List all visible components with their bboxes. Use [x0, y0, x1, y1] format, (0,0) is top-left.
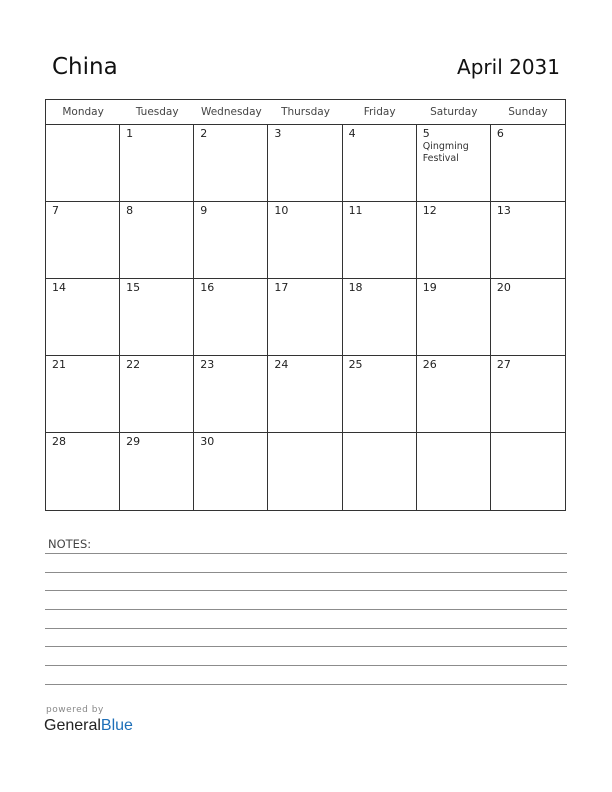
weekday-monday: Monday: [62, 106, 104, 118]
month-year-title: April 2031: [457, 55, 560, 79]
day-number: 5: [422, 127, 430, 140]
brand-general: General: [44, 717, 101, 734]
day-cell[interactable]: [343, 125, 417, 202]
day-cell[interactable]: [491, 279, 565, 356]
calendar-grid: [45, 99, 566, 511]
day-cell[interactable]: [491, 433, 565, 510]
day-number: 24: [274, 358, 289, 371]
calendar-body: [46, 125, 565, 510]
day-number: 10: [274, 204, 289, 217]
day-number: 1: [126, 127, 134, 140]
brand-blue: Blue: [100, 717, 133, 734]
day-cell[interactable]: [120, 279, 194, 356]
day-number: 18: [348, 281, 363, 294]
day-number: 17: [274, 281, 289, 294]
day-number: 21: [52, 358, 66, 371]
day-cell[interactable]: [46, 356, 120, 433]
day-number: 6: [496, 127, 504, 140]
notes-line: [45, 646, 567, 647]
notes-label: NOTES:: [48, 537, 92, 551]
weekday-sunday: Sunday: [508, 106, 548, 118]
day-cell[interactable]: [46, 279, 120, 356]
day-number: 28: [52, 435, 66, 448]
day-cell[interactable]: [46, 125, 120, 202]
day-number: 16: [200, 281, 215, 294]
day-number: 3: [274, 127, 282, 140]
day-number: 13: [496, 204, 511, 217]
day-cell[interactable]: [417, 279, 491, 356]
powered-by-text: powered by: [46, 705, 104, 715]
day-number: 26: [422, 358, 437, 371]
day-cell[interactable]: [343, 356, 417, 433]
weekday-wednesday: Wednesday: [200, 106, 262, 118]
weekday-thursday: Thursday: [281, 106, 330, 118]
day-number: 27: [496, 358, 511, 371]
day-cell[interactable]: [343, 279, 417, 356]
day-number: 15: [126, 281, 141, 294]
day-cell[interactable]: [417, 356, 491, 433]
day-number: 14: [52, 281, 66, 294]
notes-line: [45, 628, 567, 629]
day-cell[interactable]: [491, 356, 565, 433]
day-number: 2: [200, 127, 208, 140]
day-number: 9: [200, 204, 208, 217]
day-cell[interactable]: [417, 202, 491, 279]
day-cell[interactable]: [491, 202, 565, 279]
day-cell[interactable]: [268, 202, 342, 279]
holiday-label: Qingming Festival: [422, 141, 469, 164]
notes-line: [45, 553, 567, 554]
day-number: 4: [348, 127, 356, 140]
day-cell[interactable]: [46, 433, 120, 510]
day-number: 25: [348, 358, 363, 371]
day-number: 19: [422, 281, 437, 294]
notes-line: [45, 609, 567, 610]
day-cell[interactable]: [343, 433, 417, 510]
day-cell[interactable]: [194, 356, 268, 433]
country-title: China: [52, 54, 118, 80]
day-number: 11: [348, 204, 363, 217]
day-number: 29: [126, 435, 141, 448]
notes-line: [45, 665, 567, 666]
day-cell[interactable]: [194, 202, 268, 279]
day-number: 8: [126, 204, 134, 217]
day-cell[interactable]: [120, 433, 194, 510]
day-cell[interactable]: [343, 202, 417, 279]
day-cell[interactable]: [268, 356, 342, 433]
day-cell[interactable]: [46, 202, 120, 279]
notes-line: [45, 572, 567, 573]
day-cell[interactable]: [120, 125, 194, 202]
day-cell[interactable]: [194, 279, 268, 356]
weekday-saturday: Saturday: [430, 106, 478, 118]
day-cell[interactable]: [417, 125, 491, 202]
day-cell[interactable]: [120, 202, 194, 279]
day-cell[interactable]: [120, 356, 194, 433]
day-number: 12: [422, 204, 437, 217]
weekday-friday: Friday: [363, 106, 396, 118]
day-number: 22: [126, 358, 141, 371]
day-cell[interactable]: [194, 125, 268, 202]
day-cell[interactable]: [268, 433, 342, 510]
notes-line: [45, 684, 567, 685]
day-cell[interactable]: [268, 279, 342, 356]
day-number: 30: [200, 435, 215, 448]
weekday-tuesday: Tuesday: [135, 106, 179, 118]
weekday-header-row: [46, 100, 565, 125]
day-number: 20: [496, 281, 511, 294]
day-cell[interactable]: [491, 125, 565, 202]
day-number: 23: [200, 358, 215, 371]
day-cell[interactable]: [417, 433, 491, 510]
notes-line: [45, 590, 567, 591]
generalblue-logo[interactable]: [44, 717, 133, 735]
day-cell[interactable]: [194, 433, 268, 510]
day-cell[interactable]: [268, 125, 342, 202]
day-number: 7: [52, 204, 59, 217]
